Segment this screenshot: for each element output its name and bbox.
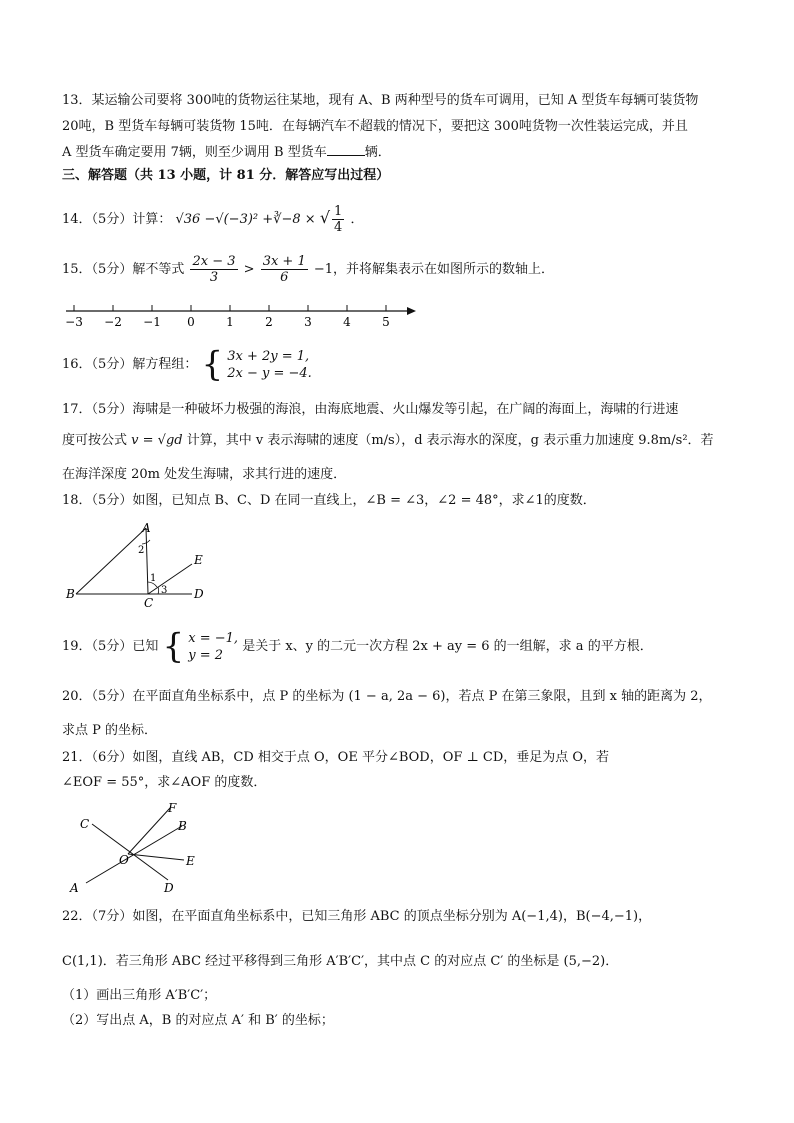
q14-prefix: 14．（5分）计算： bbox=[62, 212, 172, 227]
q13-line3 bbox=[62, 143, 391, 162]
number-line-tick-label: 0 bbox=[187, 315, 195, 329]
q19-system: x = −1, y = 2 bbox=[188, 630, 239, 663]
q22-line1: 22．（7分）如图，在平面直角坐标系中，已知三角形 ABC 的顶点坐标分别为 A(−1,4)，B(−4,−1)， bbox=[62, 909, 652, 924]
q16-system: 3x + 2y = 1, 2x − y = −4. bbox=[227, 348, 312, 381]
q16-prefix: 16．（5分）解方程组： bbox=[62, 357, 198, 372]
q14-fraction: $\frac{1}{4}$ bbox=[334, 204, 343, 235]
number-line-tick-label: 2 bbox=[265, 315, 273, 329]
q17-text-b: 计算，其中 v 表示海啸的速度（m/s），d 表示海水的深度，g 表示重力加速度 9.8m/s²．若 bbox=[186, 433, 714, 448]
q15-tail: −1，并将解集表示在如图所示的数轴上． bbox=[313, 262, 555, 277]
number-line-tick-label: 5 bbox=[382, 315, 390, 329]
q14-term-a: √36 bbox=[175, 212, 201, 227]
number-line-tick-label: −1 bbox=[143, 315, 161, 329]
label-E: E bbox=[186, 854, 195, 868]
q14-term-b: −√(−3)² bbox=[204, 212, 259, 227]
label-C: C bbox=[80, 817, 90, 831]
label-O: O bbox=[119, 853, 129, 867]
q20-line2: 求点 P 的坐标． bbox=[62, 723, 158, 738]
q17-text-a: 度可按公式 bbox=[62, 433, 128, 448]
q14-end: ． bbox=[350, 212, 364, 227]
q22-line2: C(1,1)．若三角形 ABC 经过平移得到三角形 A′B′C′，其中点 C 的对应点 C′ 的坐标是 (5,−2)． bbox=[62, 954, 619, 969]
label-D: D bbox=[194, 587, 204, 601]
q19-prefix: 19．（5分）已知 bbox=[62, 639, 159, 654]
label-1: 1 bbox=[150, 573, 157, 584]
q13-line2: 20吨，B 型货车每辆可装货物 15吨．在每辆汽车不超载的情况下，要把这 300吨货物一次性装运完成，并且 bbox=[62, 119, 688, 134]
q13-line1: 13．某运输公司要将 300吨的货物运往某地，现有 A、B 两种型号的货车可调用，已知 A 型货车每辆可装货物 bbox=[62, 93, 699, 108]
q14: 14．（5分）计算： √36 −√(−3)² +∛−8 × √ $\frac{1}{4}$ ． bbox=[62, 204, 364, 235]
q15-prefix: 15．（5分）解不等式 bbox=[62, 262, 185, 277]
number-line-tick-label: 3 bbox=[304, 315, 312, 329]
section-heading: 三、解答题（共 13 小题，计 81 分．解答应写出过程） bbox=[62, 168, 390, 183]
label-D: D bbox=[164, 881, 174, 895]
label-2: 2 bbox=[138, 545, 145, 556]
q13-line3-end: 辆． bbox=[364, 145, 391, 160]
q18-text: 18．（5分）如图，已知点 B、C、D 在同一直线上，∠B = ∠3，∠2 = 48°，求∠1的度数． bbox=[62, 493, 596, 508]
number-line-tick-label: −3 bbox=[65, 315, 83, 329]
number-line-tick-label: −2 bbox=[104, 315, 122, 329]
number-line bbox=[60, 302, 430, 332]
label-B: B bbox=[178, 819, 187, 833]
q15-gt: > bbox=[243, 262, 255, 277]
q17-line1: 17．（5分）海啸是一种破坏力极强的海浪，由海底地震、火山爆发等引起，在广阔的海面上，海啸的行进速 bbox=[62, 402, 679, 417]
number-line-tick-label: 4 bbox=[343, 315, 351, 329]
brace-icon: { bbox=[201, 344, 224, 385]
q15 bbox=[62, 251, 554, 289]
label-A: A bbox=[70, 881, 79, 895]
number-line-tick-label: 1 bbox=[226, 315, 234, 329]
q19-suffix: 是关于 x、y 的二元一次方程 2x + ay = 6 的一组解，求 a 的平方根． bbox=[242, 639, 653, 654]
label-F: F bbox=[168, 801, 177, 815]
q17-line2 bbox=[62, 432, 714, 450]
q15-frac2: $\frac{3x + 1}{6}$ bbox=[262, 254, 306, 285]
q14-term-c: +∛−8 bbox=[262, 212, 301, 227]
q19 bbox=[62, 627, 653, 667]
q21-line1: 21．（6分）如图，直线 AB，CD 相交于点 O，OE 平分∠BOD，OF ⊥ CD，垂足为点 O，若 bbox=[62, 750, 610, 765]
q21-figure bbox=[64, 798, 214, 898]
brace-icon: { bbox=[162, 626, 185, 667]
q16 bbox=[62, 345, 312, 385]
q14-times: × bbox=[304, 212, 316, 227]
answer-blank[interactable] bbox=[327, 143, 365, 156]
label-C: C bbox=[144, 596, 154, 610]
label-A: A bbox=[142, 521, 151, 535]
q18-figure bbox=[62, 518, 222, 613]
q17-formula: v = √gd bbox=[131, 433, 183, 448]
label-3: 3 bbox=[161, 585, 168, 596]
label-B: B bbox=[66, 587, 75, 601]
q22-sub2: （2）写出点 A，B 的对应点 A′ 和 B′ 的坐标； bbox=[62, 1013, 334, 1028]
label-E: E bbox=[194, 553, 203, 567]
q17-line3: 在海洋深度 20m 处发生海啸，求其行进的速度． bbox=[62, 467, 347, 482]
q22-sub1: （1）画出三角形 A′B′C′； bbox=[62, 988, 217, 1003]
q13-line3-text: A 型货车确定要用 7辆，则至少调用 B 型货车 bbox=[62, 145, 327, 160]
q15-frac1: $\frac{2x - 3}{3}$ bbox=[192, 254, 236, 285]
q21-line2: ∠EOF = 55°，求∠AOF 的度数． bbox=[62, 775, 267, 790]
q20-line1: 20．（5分）在平面直角坐标系中，点 P 的坐标为 (1 − a, 2a − 6)，若点 P 在第三象限，且到 x 轴的距离为 2， bbox=[62, 689, 712, 704]
